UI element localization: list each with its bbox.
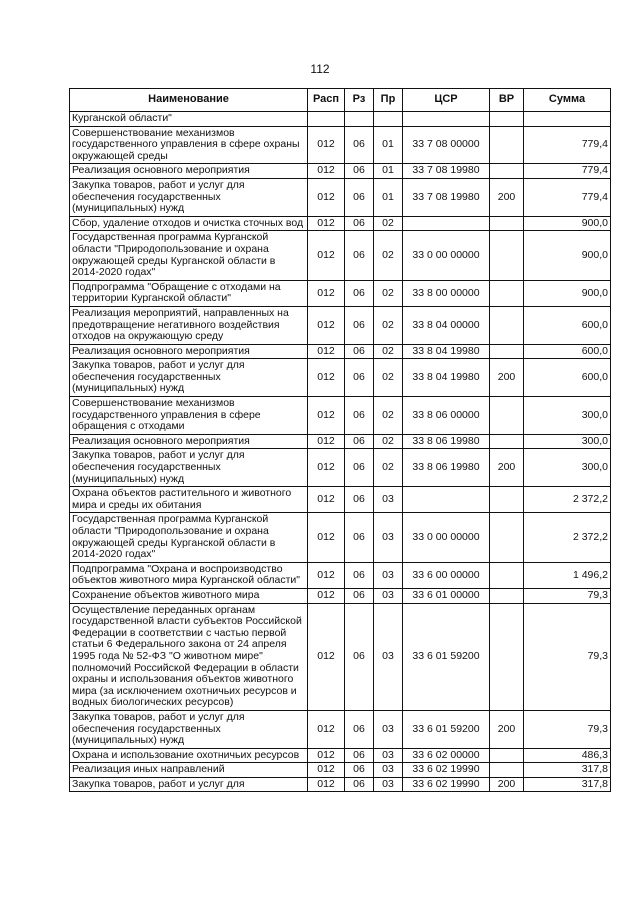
table-row bbox=[70, 449, 611, 487]
cell-pr: 02 bbox=[374, 434, 403, 449]
table-row bbox=[70, 112, 611, 127]
table-row bbox=[70, 603, 611, 710]
cell-csr: 33 7 08 19980 bbox=[403, 164, 490, 179]
table-row bbox=[70, 164, 611, 179]
table-row bbox=[70, 126, 611, 164]
cell-rz: 06 bbox=[345, 434, 374, 449]
cell-vr bbox=[490, 344, 524, 359]
cell-csr bbox=[403, 216, 490, 231]
cell-sum: 317,8 bbox=[524, 763, 611, 778]
cell-pr: 03 bbox=[374, 748, 403, 763]
table-row bbox=[70, 306, 611, 344]
cell-vr bbox=[490, 748, 524, 763]
table-row bbox=[70, 748, 611, 763]
cell-pr: 03 bbox=[374, 513, 403, 562]
cell-rz: 06 bbox=[345, 513, 374, 562]
header-csr: ЦСР bbox=[403, 89, 490, 112]
cell-rz: 06 bbox=[345, 359, 374, 397]
cell-rasp: 012 bbox=[308, 748, 345, 763]
cell-csr: 33 6 01 59200 bbox=[403, 603, 490, 710]
cell-name: Курганской области" bbox=[70, 112, 308, 127]
cell-csr: 33 6 02 00000 bbox=[403, 748, 490, 763]
table-row bbox=[70, 710, 611, 748]
cell-rz: 06 bbox=[345, 562, 374, 588]
cell-name: Сбор, удаление отходов и очистка сточных вод bbox=[70, 216, 308, 231]
cell-name: Закупка товаров, работ и услуг для обеспечения государственных (муниципальных) нужд bbox=[70, 359, 308, 397]
cell-pr: 03 bbox=[374, 562, 403, 588]
cell-sum: 300,0 bbox=[524, 397, 611, 435]
cell-vr bbox=[490, 126, 524, 164]
cell-csr: 33 8 04 19980 bbox=[403, 359, 490, 397]
cell-name: Подпрограмма "Охрана и воспроизводство объектов животного мира Курганской области" bbox=[70, 562, 308, 588]
table-row bbox=[70, 777, 611, 792]
cell-pr: 03 bbox=[374, 487, 403, 513]
cell-name: Осуществление переданных органам государственной власти субъектов Российской Федерации в соответствии с частью первой статьи 6 Федерального закона от 24 апреля 1995 года № 52-ФЗ "О животном мире" полномочий Российской Федерации в области охраны и использования объектов животного мира (за исключением охотничьих ресурсов и водных биологических ресурсов) bbox=[70, 603, 308, 710]
cell-csr: 33 7 08 19980 bbox=[403, 178, 490, 216]
table-row bbox=[70, 397, 611, 435]
cell-sum bbox=[524, 112, 611, 127]
cell-name: Закупка товаров, работ и услуг для обеспечения государственных (муниципальных) нужд bbox=[70, 449, 308, 487]
cell-vr bbox=[490, 513, 524, 562]
header-rz: Рз bbox=[345, 89, 374, 112]
table-body bbox=[70, 112, 611, 792]
cell-rz: 06 bbox=[345, 306, 374, 344]
cell-csr: 33 7 08 00000 bbox=[403, 126, 490, 164]
cell-rasp: 012 bbox=[308, 434, 345, 449]
cell-pr: 01 bbox=[374, 178, 403, 216]
table-row bbox=[70, 359, 611, 397]
table-row bbox=[70, 513, 611, 562]
budget-table bbox=[69, 88, 611, 792]
table-row bbox=[70, 178, 611, 216]
cell-csr: 33 8 06 00000 bbox=[403, 397, 490, 435]
cell-vr bbox=[490, 763, 524, 778]
cell-vr bbox=[490, 562, 524, 588]
cell-rasp: 012 bbox=[308, 397, 345, 435]
header-vr: ВР bbox=[490, 89, 524, 112]
cell-rz: 06 bbox=[345, 603, 374, 710]
cell-sum: 600,0 bbox=[524, 359, 611, 397]
cell-rasp: 012 bbox=[308, 178, 345, 216]
cell-rasp: 012 bbox=[308, 588, 345, 603]
cell-sum: 779,4 bbox=[524, 164, 611, 179]
cell-name: Закупка товаров, работ и услуг для обеспечения государственных (муниципальных) нужд bbox=[70, 178, 308, 216]
cell-vr: 200 bbox=[490, 777, 524, 792]
cell-rz: 06 bbox=[345, 748, 374, 763]
cell-name: Охрана объектов растительного и животного мира и среды их обитания bbox=[70, 487, 308, 513]
cell-rasp: 012 bbox=[308, 280, 345, 306]
header-rasp: Расп bbox=[308, 89, 345, 112]
table-row bbox=[70, 434, 611, 449]
cell-pr: 02 bbox=[374, 231, 403, 280]
cell-csr: 33 6 00 00000 bbox=[403, 562, 490, 588]
cell-vr bbox=[490, 306, 524, 344]
table-row bbox=[70, 216, 611, 231]
cell-sum: 300,0 bbox=[524, 449, 611, 487]
cell-rasp: 012 bbox=[308, 562, 345, 588]
cell-pr: 02 bbox=[374, 280, 403, 306]
cell-rz: 06 bbox=[345, 763, 374, 778]
cell-vr: 200 bbox=[490, 710, 524, 748]
cell-pr: 01 bbox=[374, 164, 403, 179]
cell-vr bbox=[490, 112, 524, 127]
cell-rasp: 012 bbox=[308, 513, 345, 562]
cell-rz: 06 bbox=[345, 397, 374, 435]
cell-rz: 06 bbox=[345, 344, 374, 359]
cell-vr: 200 bbox=[490, 449, 524, 487]
cell-csr bbox=[403, 112, 490, 127]
table-row bbox=[70, 487, 611, 513]
cell-rasp: 012 bbox=[308, 359, 345, 397]
cell-vr: 200 bbox=[490, 178, 524, 216]
table-row bbox=[70, 280, 611, 306]
cell-rz: 06 bbox=[345, 126, 374, 164]
cell-sum: 486,3 bbox=[524, 748, 611, 763]
cell-vr bbox=[490, 164, 524, 179]
cell-sum: 900,0 bbox=[524, 231, 611, 280]
cell-rasp: 012 bbox=[308, 763, 345, 778]
cell-vr bbox=[490, 231, 524, 280]
cell-sum: 2 372,2 bbox=[524, 513, 611, 562]
cell-sum: 79,3 bbox=[524, 588, 611, 603]
cell-rasp: 012 bbox=[308, 126, 345, 164]
cell-sum: 2 372,2 bbox=[524, 487, 611, 513]
header-name: Наименование bbox=[70, 89, 308, 112]
cell-sum: 317,8 bbox=[524, 777, 611, 792]
cell-pr: 02 bbox=[374, 359, 403, 397]
cell-name: Реализация основного мероприятия bbox=[70, 344, 308, 359]
cell-rasp: 012 bbox=[308, 306, 345, 344]
cell-csr: 33 8 06 19980 bbox=[403, 434, 490, 449]
cell-name: Реализация иных направлений bbox=[70, 763, 308, 778]
cell-name: Реализация основного мероприятия bbox=[70, 164, 308, 179]
cell-rasp: 012 bbox=[308, 164, 345, 179]
cell-pr: 03 bbox=[374, 603, 403, 710]
cell-vr bbox=[490, 280, 524, 306]
cell-vr bbox=[490, 588, 524, 603]
cell-rasp: 012 bbox=[308, 777, 345, 792]
cell-name: Совершенствование механизмов государственного управления в сфере охраны окружающей среды bbox=[70, 126, 308, 164]
cell-pr: 01 bbox=[374, 126, 403, 164]
cell-vr bbox=[490, 216, 524, 231]
cell-name: Подпрограмма "Обращение с отходами на территории Курганской области" bbox=[70, 280, 308, 306]
table-row bbox=[70, 231, 611, 280]
cell-rz: 06 bbox=[345, 178, 374, 216]
cell-rz: 06 bbox=[345, 588, 374, 603]
header-pr: Пр bbox=[374, 89, 403, 112]
cell-name: Закупка товаров, работ и услуг для bbox=[70, 777, 308, 792]
cell-vr bbox=[490, 397, 524, 435]
cell-csr: 33 0 00 00000 bbox=[403, 513, 490, 562]
cell-name: Реализация мероприятий, направленных на предотвращение негативного воздействия отходов на окружающую среду bbox=[70, 306, 308, 344]
cell-sum: 1 496,2 bbox=[524, 562, 611, 588]
cell-rz: 06 bbox=[345, 231, 374, 280]
table-row bbox=[70, 588, 611, 603]
cell-sum: 600,0 bbox=[524, 306, 611, 344]
cell-rasp: 012 bbox=[308, 449, 345, 487]
cell-csr: 33 8 04 00000 bbox=[403, 306, 490, 344]
cell-csr bbox=[403, 487, 490, 513]
cell-rasp bbox=[308, 112, 345, 127]
cell-csr: 33 8 06 19980 bbox=[403, 449, 490, 487]
cell-csr: 33 8 04 19980 bbox=[403, 344, 490, 359]
table-row bbox=[70, 562, 611, 588]
cell-rz: 06 bbox=[345, 487, 374, 513]
cell-rz: 06 bbox=[345, 710, 374, 748]
cell-name: Государственная программа Курганской области "Природопользование и охрана окружающей среды Курганской области в 2014-2020 годах" bbox=[70, 513, 308, 562]
table-row bbox=[70, 763, 611, 778]
page-number: 112 bbox=[310, 62, 330, 76]
cell-rz: 06 bbox=[345, 164, 374, 179]
cell-csr: 33 8 00 00000 bbox=[403, 280, 490, 306]
cell-vr bbox=[490, 603, 524, 710]
cell-sum: 779,4 bbox=[524, 178, 611, 216]
cell-name: Охрана и использование охотничьих ресурсов bbox=[70, 748, 308, 763]
cell-pr bbox=[374, 112, 403, 127]
cell-sum: 79,3 bbox=[524, 603, 611, 710]
header-sum: Сумма bbox=[524, 89, 611, 112]
cell-sum: 900,0 bbox=[524, 216, 611, 231]
cell-sum: 900,0 bbox=[524, 280, 611, 306]
cell-sum: 79,3 bbox=[524, 710, 611, 748]
cell-rasp: 012 bbox=[308, 216, 345, 231]
cell-pr: 02 bbox=[374, 397, 403, 435]
cell-rasp: 012 bbox=[308, 487, 345, 513]
cell-vr bbox=[490, 434, 524, 449]
cell-pr: 02 bbox=[374, 216, 403, 231]
cell-rasp: 012 bbox=[308, 231, 345, 280]
cell-csr: 33 6 01 59200 bbox=[403, 710, 490, 748]
cell-rasp: 012 bbox=[308, 344, 345, 359]
cell-name: Закупка товаров, работ и услуг для обеспечения государственных (муниципальных) нужд bbox=[70, 710, 308, 748]
cell-pr: 02 bbox=[374, 344, 403, 359]
cell-sum: 779,4 bbox=[524, 126, 611, 164]
cell-pr: 03 bbox=[374, 588, 403, 603]
cell-name: Государственная программа Курганской области "Природопользование и охрана окружающей среды Курганской области в 2014-2020 годах" bbox=[70, 231, 308, 280]
cell-sum: 600,0 bbox=[524, 344, 611, 359]
cell-vr bbox=[490, 487, 524, 513]
cell-csr: 33 0 00 00000 bbox=[403, 231, 490, 280]
cell-pr: 02 bbox=[374, 306, 403, 344]
table-row bbox=[70, 344, 611, 359]
cell-name: Реализация основного мероприятия bbox=[70, 434, 308, 449]
cell-name: Совершенствование механизмов государственного управления в сфере обращения с отходами bbox=[70, 397, 308, 435]
cell-name: Сохранение объектов животного мира bbox=[70, 588, 308, 603]
cell-pr: 02 bbox=[374, 449, 403, 487]
cell-csr: 33 6 01 00000 bbox=[403, 588, 490, 603]
cell-rz: 06 bbox=[345, 280, 374, 306]
cell-rz bbox=[345, 112, 374, 127]
cell-pr: 03 bbox=[374, 777, 403, 792]
cell-rasp: 012 bbox=[308, 710, 345, 748]
cell-sum: 300,0 bbox=[524, 434, 611, 449]
cell-pr: 03 bbox=[374, 710, 403, 748]
cell-vr: 200 bbox=[490, 359, 524, 397]
cell-rz: 06 bbox=[345, 449, 374, 487]
cell-rz: 06 bbox=[345, 777, 374, 792]
cell-csr: 33 6 02 19990 bbox=[403, 777, 490, 792]
cell-csr: 33 6 02 19990 bbox=[403, 763, 490, 778]
table-header-row bbox=[70, 89, 611, 112]
cell-rasp: 012 bbox=[308, 603, 345, 710]
cell-rz: 06 bbox=[345, 216, 374, 231]
cell-pr: 03 bbox=[374, 763, 403, 778]
